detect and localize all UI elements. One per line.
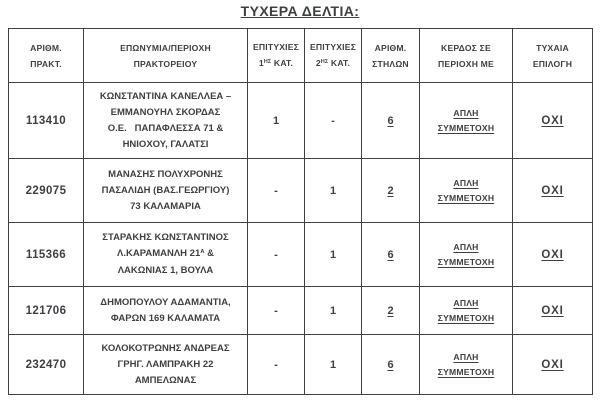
header-agency-name-region — [84, 29, 248, 83]
agency-name-cell — [84, 83, 248, 159]
header-line: ΣΤΗΛΩΝ — [372, 58, 409, 69]
header-line — [307, 55, 359, 73]
cat1-wins-cell: - — [248, 335, 305, 395]
prize-cell — [420, 223, 513, 287]
address-text: Λ.ΚΑΡΑΜΑΝΛΗ 21 — [117, 248, 201, 259]
agency-name-line: ΠΑΣΑΛΙΔΗ (ΒΑΣ.ΓΕΩΡΓΙΟΥ) — [101, 184, 230, 196]
header-cat-rest: ΚΑΤ. — [271, 57, 294, 68]
header-cat-number: 2 — [315, 57, 321, 68]
prize-line: ΣΥΜΜΕΤΟΧΗ — [437, 256, 495, 267]
header-cat-superscript: ΗΣ — [263, 59, 272, 66]
address-text: & — [204, 248, 214, 259]
header-line: ΕΠΙΤΥΧΙΕΣ — [309, 41, 357, 52]
prize-cell — [420, 287, 513, 335]
agency-name-line: 73 ΚΑΛΑΜΑΡΙΑ — [130, 200, 201, 212]
agency-name-cell — [84, 287, 248, 335]
address-superscript: Α — [200, 249, 205, 256]
header-line: ΕΠΙΤΥΧΙΕΣ — [252, 41, 300, 52]
prize-line: ΣΥΜΜΕΤΟΧΗ — [437, 366, 495, 377]
agency-number-cell: 229075 — [9, 159, 84, 223]
header-line: ΑΡΙΘΜ. — [30, 42, 62, 53]
page-title: ΤΥΧΕΡΑ ΔΕΛΤΙΑ: — [240, 3, 360, 19]
document-page — [0, 3, 600, 412]
table-row — [9, 287, 593, 335]
header-line: ΑΡΙΘΜ. — [374, 42, 407, 53]
random-pick-cell: ΟΧΙ — [513, 287, 593, 335]
table-row — [9, 83, 593, 159]
random-pick-cell: ΟΧΙ — [513, 83, 593, 159]
agency-name-line: ΦΑΡΩΝ 169 ΚΑΛΑΜΑΤΑ — [110, 312, 221, 324]
columns-count-cell: 6 — [362, 83, 420, 159]
random-pick-cell: ΟΧΙ — [513, 223, 593, 287]
prize-line: ΑΠΛΗ — [453, 241, 479, 252]
columns-count-cell: 2 — [362, 287, 420, 335]
prize-line: ΣΥΜΜΕΤΟΧΗ — [437, 192, 495, 203]
agency-name-line: ΣΤΑΡΑΚΗΣ ΚΩΝΣΤΑΝΤΙΝΟΣ — [102, 232, 229, 243]
agency-number-cell: 113410 — [9, 83, 84, 159]
header-cat1-wins — [248, 29, 305, 83]
lucky-tickets-table — [8, 28, 593, 395]
columns-count-cell: 6 — [362, 335, 420, 395]
cat2-wins-cell: - — [305, 83, 362, 159]
agency-name-line: ΚΩΝΣΤΑΝΤΙΝΑ ΚΑΝΕΛΛΕΑ – — [99, 90, 232, 102]
agency-number-cell: 115366 — [9, 223, 84, 287]
table-row — [9, 335, 593, 395]
random-pick-cell: ΟΧΙ — [513, 159, 593, 223]
header-prize-region — [420, 29, 513, 83]
agency-number-cell: 121706 — [9, 287, 84, 335]
header-line: ΠΕΡΙΟΧΗ ΜΕ — [438, 58, 494, 69]
cat1-wins-cell: - — [248, 287, 305, 335]
header-line: ΠΡΑΚΤ. — [30, 58, 62, 69]
prize-line: ΑΠΛΗ — [453, 177, 479, 188]
cat2-wins-cell: 1 — [305, 159, 362, 223]
header-line: ΠΡΑΚΤΟΡΕΙΟΥ — [133, 58, 198, 69]
agency-name-line: ΓΡΗΓ. ΛΑΜΠΡΑΚΗ 22 — [117, 358, 214, 370]
prize-line: ΑΠΛΗ — [453, 297, 479, 308]
agency-name-cell — [84, 223, 248, 287]
cat2-wins-cell: 1 — [305, 287, 362, 335]
random-pick-cell: ΟΧΙ — [513, 335, 593, 395]
prize-line: ΑΠΛΗ — [453, 351, 479, 362]
table-header-row — [9, 29, 593, 83]
cat1-wins-cell: - — [248, 159, 305, 223]
prize-line: ΑΠΛΗ — [453, 107, 479, 118]
header-line — [250, 55, 302, 73]
header-line: ΕΠΙΛΟΓΗ — [532, 58, 573, 69]
header-columns-count — [362, 29, 420, 83]
header-cat2-wins — [305, 29, 362, 83]
agency-name-line: ΗΝΙΟΧΟΥ, ΓΑΛΑΤΣΙ — [122, 138, 209, 150]
header-agency-number — [9, 29, 84, 83]
prize-cell — [420, 83, 513, 159]
agency-name-line — [86, 246, 245, 263]
agency-name-line: ΛΑΚΩΝΙΑΣ 1, ΒΟΥΛΑ — [117, 265, 214, 276]
header-line: ΕΠΩΝΥΜΙΑ/ΠΕΡΙΟΧΗ — [120, 42, 211, 53]
prize-cell — [420, 335, 513, 395]
table-row — [9, 159, 593, 223]
header-line: ΤΥΧΑΙΑ — [536, 42, 569, 53]
columns-count-cell: 2 — [362, 159, 420, 223]
cat2-wins-cell: 1 — [305, 223, 362, 287]
agency-name-line: ΔΗΜΟΠΟΥΛΟΥ ΑΔΑΜΑΝΤΙΑ, — [100, 296, 231, 308]
header-line: ΚΕΡΔΟΣ ΣΕ — [441, 42, 491, 53]
cat2-wins-cell: 1 — [305, 335, 362, 395]
header-random-pick — [513, 29, 593, 83]
columns-count-cell: 6 — [362, 223, 420, 287]
header-cat-number: 1 — [258, 57, 264, 68]
prize-line: ΣΥΜΜΕΤΟΧΗ — [437, 312, 495, 323]
agency-name-line: ΜΑΝΑΣΗΣ ΠΟΛΥΧΡΟΝΗΣ — [108, 168, 223, 180]
agency-name-line: ΚΟΛΟΚΟΤΡΩΝΗΣ ΑΝΔΡΕΑΣ — [101, 342, 230, 354]
agency-name-cell — [84, 335, 248, 395]
agency-name-line: ΑΜΠΕΛΩΝΑΣ — [134, 374, 197, 386]
cat1-wins-cell: 1 — [248, 83, 305, 159]
cat1-wins-cell: - — [248, 223, 305, 287]
prize-cell — [420, 159, 513, 223]
table-row — [9, 223, 593, 287]
prize-line: ΣΥΜΜΕΤΟΧΗ — [437, 122, 495, 133]
agency-name-line: ΕΜΜΑΝΟΥΗΛ ΣΚΟΡΔΑΣ — [110, 106, 221, 118]
agency-number-cell: 232470 — [9, 335, 84, 395]
header-cat-superscript: ΗΣ — [320, 59, 329, 66]
agency-name-line: Ο.Ε. ΠΑΠΑΦΛΕΣΣΑ 71 & — [107, 122, 224, 134]
agency-name-cell — [84, 159, 248, 223]
header-cat-rest: ΚΑΤ. — [328, 57, 351, 68]
